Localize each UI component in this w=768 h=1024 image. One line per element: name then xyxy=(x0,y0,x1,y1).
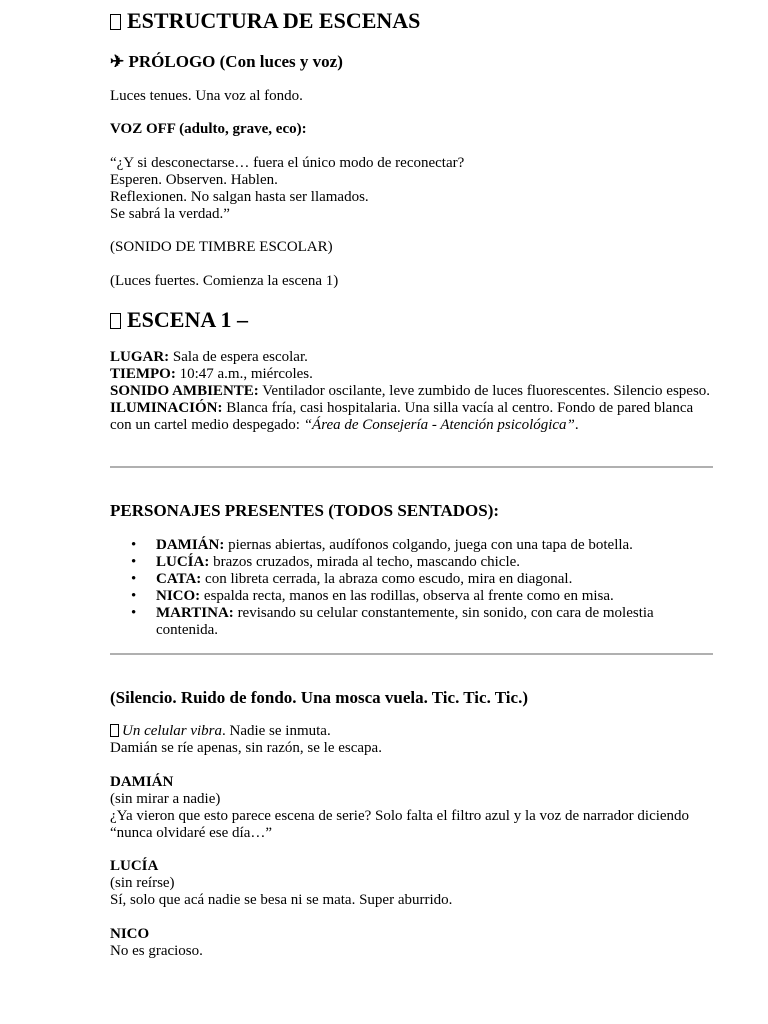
tiempo-line: TIEMPO: 10:47 a.m., miércoles. xyxy=(110,366,313,382)
missing-glyph-icon xyxy=(110,313,121,329)
list-item: • DAMIÁN: piernas abiertas, audífonos colgando, juega con una tapa de botella. xyxy=(110,537,676,554)
list-item: • CATA: con libreta cerrada, la abraza como escudo, mira en diagonal. xyxy=(110,571,676,588)
dialogue-text: No es gracioso. xyxy=(110,943,203,959)
parenthetical: (sin reírse) xyxy=(110,875,175,891)
list-item: • MARTINA: revisando su celular constantemente, sin sonido, con cara de molestia contenida. xyxy=(110,605,676,639)
damian-laugh-direction: Damián se ríe apenas, sin razón, se le escapa. xyxy=(110,740,382,756)
quote-line: Reflexionen. No salgan hasta ser llamados. xyxy=(110,189,369,205)
dialogue-text: Sí, solo que acá nadie se besa ni se mata. Super aburrido. xyxy=(110,892,453,908)
sonido-line: SONIDO AMBIENTE: Ventilador oscilante, leve zumbido de luces fluorescentes. Silencio espeso. xyxy=(110,383,711,399)
personajes-heading: PERSONAJES PRESENTES (TODOS SENTADOS): xyxy=(110,501,500,520)
escena1-heading: ESCENA 1 – xyxy=(110,307,248,333)
list-item: • NICO: espalda recta, manos en las rodillas, observa al frente como en misa. xyxy=(110,588,676,605)
quote-line: “¿Y si desconectarse… fuera el único modo de reconectar? xyxy=(110,155,465,171)
voice-off-label: VOZ OFF (adulto, grave, eco): xyxy=(110,121,307,137)
lights-transition-cue: (Luces fuertes. Comienza la escena 1) xyxy=(110,273,339,289)
quote-line: Se sabrá la verdad.” xyxy=(110,206,230,222)
speaker-name: LUCÍA xyxy=(110,858,159,874)
speaker-name: NICO xyxy=(110,926,150,942)
list-item: • LUCÍA: brazos cruzados, mirada al techo, mascando chicle. xyxy=(110,554,676,571)
escena1-setting xyxy=(110,349,713,434)
phone-vibrate-direction: Un celular vibra. Nadie se inmuta. Damián se ríe apenas, sin razón, se le escapa. xyxy=(110,723,713,757)
iluminacion-line: ILUMINACIÓN: Blanca fría, casi hospitalaria. Una silla vacía al centro. Fondo de pared blanca con un cartel medio despegado: “Área de Consejería - Atención psicológica”. xyxy=(110,400,694,433)
document-title: ESTRUCTURA DE ESCENAS xyxy=(110,8,420,34)
missing-glyph-icon xyxy=(110,724,119,737)
voice-off-quote xyxy=(110,155,713,223)
dialogue-block-nico xyxy=(110,926,713,960)
speaker-name: DAMIÁN xyxy=(110,774,174,790)
section-divider xyxy=(110,466,713,468)
section-divider xyxy=(110,653,713,655)
quote-line: Esperen. Observen. Hablen. xyxy=(110,172,278,188)
dialogue-block-lucia xyxy=(110,858,713,909)
personajes-list xyxy=(110,537,713,639)
prologo-lights: Luces tenues. Una voz al fondo. xyxy=(110,88,303,104)
dialogue-block-damian xyxy=(110,774,713,842)
stage-direction-heading: (Silencio. Ruido de fondo. Una mosca vuela. Tic. Tic. Tic.) xyxy=(110,688,528,707)
lugar-line: LUGAR: Sala de espera escolar. xyxy=(110,349,308,365)
missing-glyph-icon xyxy=(110,14,121,30)
school-bell-cue: (SONIDO DE TIMBRE ESCOLAR) xyxy=(110,239,333,255)
parenthetical: (sin mirar a nadie) xyxy=(110,791,221,807)
prologo-heading: ✈ PRÓLOGO (Con luces y voz) xyxy=(110,52,343,71)
dialogue-text: ¿Ya vieron que esto parece escena de serie? Solo falta el filtro azul y la voz de narrador diciendo “nunca olvidaré ese día…” xyxy=(110,808,690,841)
